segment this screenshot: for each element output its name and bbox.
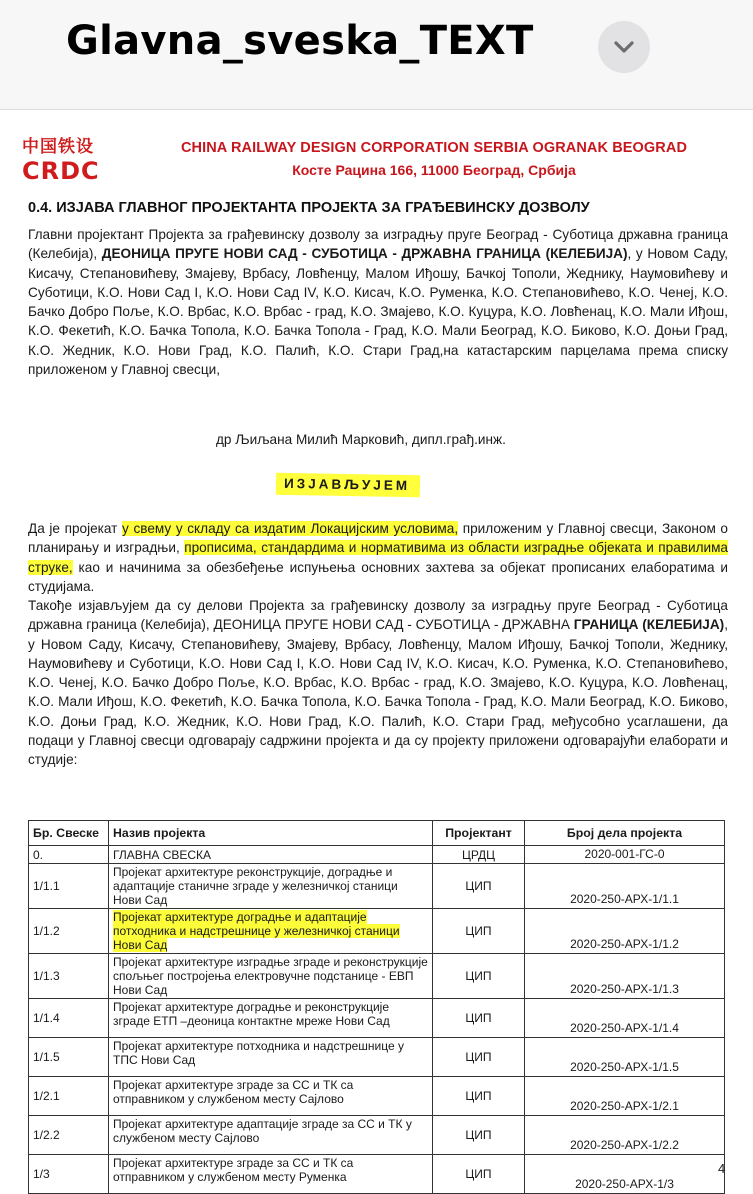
chevron-down-icon — [613, 40, 635, 54]
intro-paragraph: Главни пројектант Пројекта за грађевинску дозволу за изградњу пруге Београд - Суботица државна граница (Келебија), ДЕОНИЦА ПРУГЕ НОВИ САД - СУБОТИЦА - ДРЖАВНА ГРАНИЦА (КЕЛЕБИЈА), у Новом Саду, Кисачу, Степановићеву, Змајеву, Врбасу, Ловћенцу, Малом Иђошу, Бачкој Тополи, Жеднику, Наумовићеву и Суботици, К.О. Нови Сад I, К.О. Нови Сад IV, К.О. Кисач, К.О. Руменка, К.О. Степановићево, К.О. Ченеј, К.О. Бачко Добро Поље, К.О. Врбас, К.О. Врбас - град, К.О. Змајево, К.О. Куцура, К.О. Ловћенац, К.О. Мали Иђош, К.О. Фекетић, К.О. Бачка Топола, К.О. Бачка Топола - Град, К.О. Мали Београд, К.О. Биково, К.О. Доњи Град, К.О. Жедник, К.О. Нови Град, К.О. Палић, К.О. Стари Град,на катастарским парцелама према списку приложеном у Главној свесци, — [28, 227, 729, 378]
table-row — [29, 909, 725, 954]
cell-designer: ЦИП — [433, 1038, 525, 1077]
column-header-code: Број дела пројекта — [525, 821, 725, 846]
app-header — [0, 0, 753, 110]
table-row — [29, 954, 725, 999]
cell-name: ГЛАВНА СВЕСКА — [109, 846, 433, 864]
cell-code: 2020-250-АРХ-1/1.1 — [525, 864, 725, 909]
table-row — [29, 1077, 725, 1116]
company-name: CHINA RAILWAY DESIGN CORPORATION SERBIA OGRANAK BEOGRAD — [180, 140, 688, 156]
document-page — [0, 112, 753, 1191]
cell-code: 2020-250-АРХ-1/2.1 — [525, 1077, 725, 1116]
table-header-row — [29, 821, 725, 846]
cell-name: Пројекат архитектуре зграде за СС и ТК са отправником у службеном месту Руменка — [109, 1155, 433, 1194]
cell-number: 1/1.4 — [29, 999, 109, 1038]
logo-chinese-text: 中国铁设 — [22, 137, 94, 157]
cell-name: Пројекат архитектуре реконструкције, доградње и адаптације станичне зграде у железничкој станици Нови Сад — [109, 864, 433, 909]
page-number: 4 — [718, 1161, 726, 1176]
project-parts-table — [28, 820, 725, 1194]
table-row — [29, 1155, 725, 1194]
table-row — [29, 999, 725, 1038]
cell-designer: ЦИП — [433, 909, 525, 954]
declaration-heading: ИЗЈАВЉУЈЕМ — [276, 473, 420, 498]
cell-designer: ЦИП — [433, 1077, 525, 1116]
cell-code: 2020-250-АРХ-1/1.3 — [525, 954, 725, 999]
cell-designer: ЦИП — [433, 864, 525, 909]
statement-paragraph-2: Такође изјављујем да су делови Пројекта за грађевинску дозволу за изградњу пруге Београд - Суботица државна граница (Келебија), ДЕОНИЦА ПРУГЕ НОВИ САД - СУБОТИЦА - ДРЖАВНА ГРАНИЦА (КЕЛЕБИЈА), у Новом Саду, Кисачу, Степановићеву, Змајеву, Врбасу, Ловћенцу, Малом Иђошу, Бачкој Тополи, Жеднику, Наумовићеву и Суботици, К.О. Нови Сад I, К.О. Нови Сад IV, К.О. Кисач, К.О. Руменка, К.О. Степановићево, К.О. Ченеј, К.О. Бачко Добро Поље, К.О. Врбас, К.О. Врбас - град, К.О. Змајево, К.О. Куцура, К.О. Ловћенац, К.О. Мали Иђош, К.О. Фекетић, К.О. Бачка Топола, К.О. Бачка Топола - Град, К.О. Мали Београд, К.О. Биково, К.О. Доњи Град, К.О. Жедник, К.О. Нови Град, К.О. Палић, К.О. Стари Град, међусобно усаглашени, да подаци у Главној свесци одговарају садржини пројекта и да су пројекту приложени одговарајући елаборати и студије: — [28, 598, 728, 768]
cell-number: 1/2.1 — [29, 1077, 109, 1116]
logo-crdc-text: CRDC — [22, 157, 100, 185]
cell-number: 1/2.2 — [29, 1116, 109, 1155]
cell-designer: ЦРДЦ — [433, 846, 525, 864]
cell-name: Пројекат архитектуре адаптације зграде за СС и ТК у службеном месту Сајлово — [109, 1116, 433, 1155]
table-row — [29, 1116, 725, 1155]
statement-paragraph-1: Да је пројекат у свему у складу са издатим Локацијским условима, приложеним у Главној свесци, Законом о планирању и изградњи, прописима, стандардима и нормативима из области изградње објеката и правилима струке, као и начинима за обезбеђење испуњења основних захтева за објекат прописаних елаборатима и студијама. — [28, 521, 728, 594]
highlight-location-conditions: у свему у складу са издатим Локацијским условима, — [122, 521, 459, 536]
section-title: 0.4. ИЗЈАВА ГЛАВНОГ ПРОЈЕКТАНТА ПРОЈЕКТА ЗА ГРАЂЕВИНСКУ ДОЗВОЛУ — [28, 200, 590, 216]
cell-code: 2020-250-АРХ-1/1.2 — [525, 909, 725, 954]
column-header-name: Назив пројекта — [109, 821, 433, 846]
cell-code: 2020-250-АРХ-1/2.2 — [525, 1116, 725, 1155]
cell-name: Пројекат архитектуре потходника и надстрешнице у ТПС Нови Сад — [109, 1038, 433, 1077]
highlight-regulations: прописима, стандардима и нормативима из области изградње објеката и правилима струке, — [28, 540, 728, 575]
cell-designer: ЦИП — [433, 1116, 525, 1155]
table-row — [29, 846, 725, 864]
column-header-designer: Пројектант — [433, 821, 525, 846]
cell-name — [109, 909, 433, 954]
cell-code: 2020-250-АРХ-1/3 — [525, 1155, 725, 1194]
cell-number: 1/3 — [29, 1155, 109, 1194]
column-header-number: Бр. Свеске — [29, 821, 109, 846]
title-menu-button[interactable] — [598, 21, 650, 73]
statement2-bold: ГРАНИЦА (КЕЛЕБИЈА) — [573, 617, 725, 633]
cell-name: Пројекат архитектуре доградње и реконструкције зграде ЕТП –деоница контактне мреже Нови Сад — [109, 999, 433, 1038]
signer-name: др Љиљана Милић Марковић, дипл.грађ.инж. — [216, 432, 506, 447]
cell-number: 1/1.2 — [29, 909, 109, 954]
cell-number: 1/1.1 — [29, 864, 109, 909]
intro-bold: ДЕОНИЦА ПРУГЕ НОВИ САД - СУБОТИЦА - ДРЖАВНА ГРАНИЦА (КЕЛЕБИЈА) — [101, 246, 628, 262]
cell-number: 1/1.5 — [29, 1038, 109, 1077]
crdc-logo — [22, 132, 122, 184]
cell-code: 2020-250-АРХ-1/1.5 — [525, 1038, 725, 1077]
highlight-underpass-project: Пројекат архитектуре доградње и адаптације потходника и надстрешнице у железничкој станици Нови Сад — [113, 910, 400, 952]
letterhead — [22, 132, 722, 188]
cell-number: 1/1.3 — [29, 954, 109, 999]
cell-name: Пројекат архитектуре зграде за СС и ТК са отправником у службеном месту Сајлово — [109, 1077, 433, 1116]
cell-code: 2020-250-АРХ-1/1.4 — [525, 999, 725, 1038]
table-row — [29, 1038, 725, 1077]
company-address: Косте Рацина 166, 11000 Београд, Србија — [292, 162, 576, 178]
cell-code: 2020-001-ГС-0 — [525, 846, 725, 864]
document-title: Glavna_sveska_TEXT — [66, 18, 534, 64]
cell-designer: ЦИП — [433, 954, 525, 999]
cell-designer: ЦИП — [433, 999, 525, 1038]
cell-name: Пројекат архитектуре изградње зграде и реконструкције спољњег постројења електровучне подстанице - ЕВП Нови Сад — [109, 954, 433, 999]
table-row — [29, 864, 725, 909]
cell-number: 0. — [29, 846, 109, 864]
cell-designer: ЦИП — [433, 1155, 525, 1194]
